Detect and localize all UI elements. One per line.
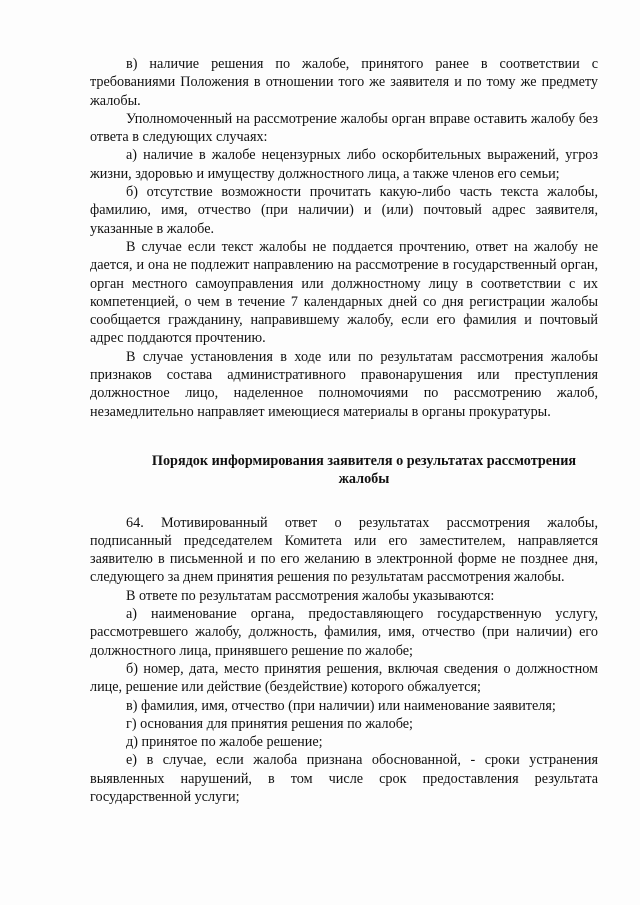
paragraph-response-item-g: г) основания для принятия решения по жалобе; bbox=[126, 715, 413, 732]
paragraph-response-contents: В ответе по результатам рассмотрения жалобы указываются: bbox=[126, 587, 495, 604]
paragraph-response-item-e: е) в случае, если жалоба признана обоснованной, - сроки устранения выявленных нарушений, в том числе срок предоставления результата государственной услуги; bbox=[90, 752, 598, 805]
paragraph-authorized-body: Уполномоченный на рассмотрение жалобы орган вправе оставить жалобу без ответа в следующих случаях: bbox=[90, 110, 598, 146]
paragraph-64: 64. Мотивированный ответ о результатах рассмотрения жалобы, подписанный председателем Комитета или его заместителем, направляется заявителю в письменной и по его желанию в электронной форме не позднее дня, следующего за днем принятия решения по результатам рассмотрения жалобы. bbox=[90, 514, 598, 586]
paragraph-response-item-d: д) принятое по жалобе решение; bbox=[126, 734, 323, 751]
section-heading: Порядок информирования заявителя о результатах рассмотрения жалобы bbox=[151, 452, 577, 488]
paragraph-item-v: в) наличие решения по жалобе, принятого ранее в соответствии с требованиями Положения в отношении того же заявителя и по тому же предмету жалобы. bbox=[90, 56, 598, 109]
paragraph-item-b: б) отсутствие возможности прочитать какую-либо часть текста жалобы, фамилию, имя, отчество (при наличии) и (или) почтовый адрес заявителя, указанные в жалобе. bbox=[90, 184, 598, 237]
paragraph-unreadable-text: В случае если текст жалобы не поддается прочтению, ответ на жалобу не дается, и она не подлежит направлению на рассмотрение в государственный орган, орган местного самоуправления или должностному лицу в соответствии с их компетенцией, о чем в течение 7 календарных дней со дня регистрации жалобы сообщается гражданину, направившему жалобу, если его фамилия и почтовый адрес поддаются прочтению. bbox=[90, 238, 598, 347]
paragraph-response-item-v: в) фамилия, имя, отчество (при наличии) или наименование заявителя; bbox=[126, 697, 556, 714]
document-body bbox=[90, 55, 598, 806]
paragraph-response-item-a: а) наименование органа, предоставляющего государственную услугу, рассмотревшего жалобу, должность, фамилия, имя, отчество (при наличии) его должностного лица, принявшего решение по жалобе; bbox=[90, 606, 598, 659]
paragraph-response-item-b: б) номер, дата, место принятия решения, включая сведения о должностном лице, решение или действие (бездействие) которого обжалуется; bbox=[90, 660, 598, 696]
paragraph-prosecution: В случае установления в ходе или по результатам рассмотрения жалобы признаков состава административного правонарушения или преступления должностное лицо, наделенное полномочиями по рассмотрению жалоб, незамедлительно направляет имеющиеся материалы в органы прокуратуры. bbox=[90, 348, 598, 420]
paragraph-item-a: а) наличие в жалобе нецензурных либо оскорбительных выражений, угроз жизни, здоровью и имуществу должностного лица, а также членов его семьи; bbox=[90, 147, 598, 182]
